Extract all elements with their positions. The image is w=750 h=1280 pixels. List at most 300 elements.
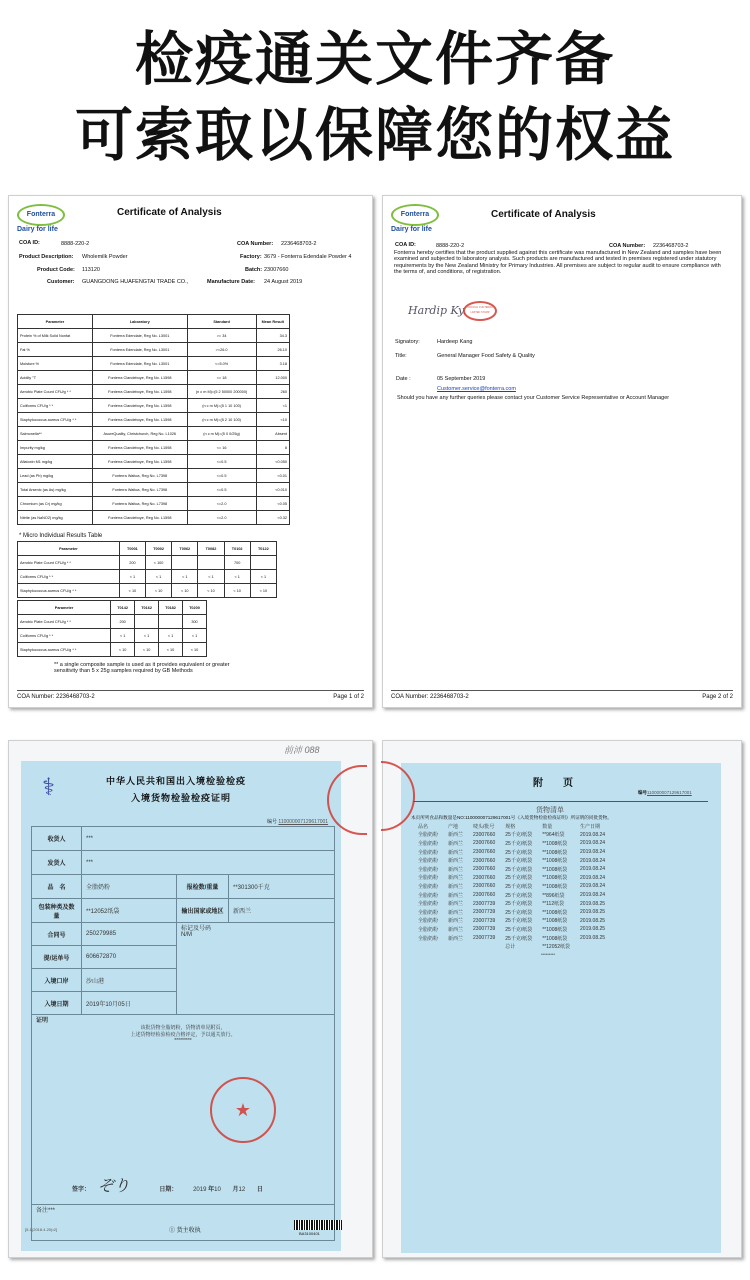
divider <box>413 801 708 802</box>
table-cell: Lead (as Pb) mg/kg <box>18 469 93 483</box>
batch: 23007660 <box>264 267 289 273</box>
table-cell: 全脂奶粉 <box>418 901 439 908</box>
column-header: Parameter <box>18 542 120 556</box>
table-cell: 全脂奶粉 <box>418 866 439 873</box>
table-cell: < 10 <box>135 643 159 657</box>
table-cell: 2019.08.25 <box>580 926 606 933</box>
coa-number-label: COA Number: <box>609 243 646 249</box>
list-title: 货物清单 <box>536 807 564 814</box>
table-cell: 2019.08.24 <box>580 849 606 856</box>
table-cell: Fonterra Clandeboye, Reg No. L1598 <box>92 441 187 455</box>
product-code: 113120 <box>82 267 100 273</box>
table-cell: 新西兰 <box>448 918 464 925</box>
entry-date-label: 入境日期 <box>32 992 82 1015</box>
table-cell: < 10 <box>224 584 250 598</box>
table-cell: Nitrite (as NaNO2) mg/kg <box>18 511 93 525</box>
port: 沙山港 <box>82 969 177 992</box>
job-title: General Manager Food Safety & Quality <box>437 353 535 359</box>
table-cell: <=0.5 <box>187 483 256 497</box>
table-cell <box>443 942 468 951</box>
table-row <box>413 925 610 934</box>
table-row <box>18 399 290 413</box>
table-cell: <=5.0% <box>187 357 256 371</box>
table-cell: 新西兰 <box>448 875 464 882</box>
serial-number: 110000007129617001 <box>278 819 329 825</box>
table-cell: 全脂奶粉 <box>418 926 439 933</box>
table-cell: <0.32 <box>256 511 289 525</box>
footer-page: Page 2 of 2 <box>702 694 733 700</box>
copy-label: ① 货主收执 <box>169 1228 201 1234</box>
table-row <box>18 455 290 469</box>
year: 2019 <box>193 1187 207 1193</box>
signatory-label: Signatory: <box>395 339 420 345</box>
table-cell: 2019.08.24 <box>580 831 606 838</box>
package-label: 包装种类及数量 <box>32 899 82 923</box>
table-cell: < 1 <box>146 570 172 584</box>
table-cell: Absent <box>256 427 289 441</box>
official-stamp: OFFICIAL FONTERRA LIMITED STAMP <box>463 301 497 321</box>
table-row <box>18 343 290 357</box>
table-cell: <= 18 <box>187 371 256 385</box>
column-header: T0142 <box>111 601 135 615</box>
table-cell: 23007739 <box>473 917 496 924</box>
column-header: 数量 <box>542 823 553 830</box>
table-cell: Fonterra Clandeboye, Reg No. L1598 <box>92 413 187 427</box>
table-cell: 新西兰 <box>448 926 464 933</box>
footer-coa: COA Number: 2236468703-2 <box>17 694 95 700</box>
table-cell: < 1 <box>135 629 159 643</box>
column-header: Mean Result <box>256 315 289 329</box>
day: 12 <box>238 1187 246 1193</box>
table-cell: **1008纸袋 <box>542 849 568 856</box>
table-cell: Fat % <box>18 343 93 357</box>
column-header: T0002 <box>146 542 172 556</box>
coa-id-label: COA ID: <box>19 240 40 246</box>
table-cell: <0.050 <box>256 455 289 469</box>
table-row <box>413 917 610 926</box>
factory: 3679 - Fonterra Edendale Powder 4 <box>264 254 352 260</box>
coa-page-1 <box>8 195 373 708</box>
table-cell: 全脂奶粉 <box>418 858 439 865</box>
table-cell: 25千克/纸袋 <box>505 875 533 882</box>
customer-label: Customer: <box>47 279 75 285</box>
consignee: *** <box>82 827 335 851</box>
table-cell <box>198 556 224 570</box>
factory-label: Factory: <box>240 254 262 260</box>
table-cell: 25千克/纸袋 <box>505 926 533 933</box>
column-header: 品名 <box>418 823 429 830</box>
table-cell: AsureQuality, Christchurch, Reg No. L1026 <box>92 427 187 441</box>
coa-id-label: COA ID: <box>395 242 416 248</box>
table-cell: < 1 <box>250 570 276 584</box>
table-cell: <0.01 <box>256 469 289 483</box>
table-cell <box>135 615 159 629</box>
table-cell: 23007660 <box>473 874 496 881</box>
barcode <box>294 1220 342 1230</box>
table-cell: 2019.08.24 <box>580 840 606 847</box>
customer: GUANGDONG HUAFENGTAI TRADE CO., <box>82 279 189 285</box>
table-cell: Coliforms CFU/g * * <box>18 399 93 413</box>
sign-label: 签字： <box>72 1187 91 1193</box>
table-cell: 新西兰 <box>448 909 464 916</box>
table-cell: 新西兰 <box>448 892 464 899</box>
table-row <box>413 831 610 840</box>
table-cell: <0.010 <box>256 483 289 497</box>
table-cell: <1 <box>256 399 289 413</box>
table-cell: Fonterra Waitoa, Reg No. L7398 <box>92 469 187 483</box>
form-code: [5-1(2018.4.20)•2] <box>25 1227 58 1232</box>
signatory: Hardeep Kang <box>437 339 473 345</box>
table-cell: 23007660 <box>473 857 496 864</box>
table-cell: Salmonella** <box>18 427 93 441</box>
table-cell: 新西兰 <box>448 858 464 865</box>
table-row <box>413 891 610 900</box>
table-cell: < 10 <box>172 584 198 598</box>
serial-number: 110000007129617001 <box>647 790 692 795</box>
column-header: T0200 <box>183 601 207 615</box>
customer-service-email-link[interactable]: Customer.service@fonterra.com <box>437 386 516 392</box>
tagline: Dairy for life <box>17 226 58 233</box>
certificate-table <box>31 826 335 1241</box>
table-cell: 2019.08.24 <box>580 892 606 899</box>
table-cell: (n c m M)=(5 1 10 100) <box>187 399 256 413</box>
table-cell: <= 16 <box>187 441 256 455</box>
column-header: 规格 <box>505 823 516 830</box>
table-row <box>18 497 290 511</box>
table-cell: 23007660 <box>473 831 496 838</box>
table-cell: < 10 <box>183 643 207 657</box>
table-row <box>413 934 610 943</box>
table-cell: < 1 <box>111 629 135 643</box>
table-cell: Fonterra Edendale, Reg No. L3001 <box>92 357 187 371</box>
handwritten-note: 前沛 088 <box>284 745 320 755</box>
table-cell: 新西兰 <box>448 849 464 856</box>
contact-note: Should you have any further queries please contact your Customer Service Representative or Account Manager <box>397 395 670 401</box>
table-cell: 23007660 <box>473 892 496 899</box>
table-row <box>18 615 207 629</box>
table-cell: 23007660 <box>473 883 496 890</box>
table-cell: Staphylococcus aureus CFU/g * * <box>18 413 93 427</box>
table-cell: 2019.08.24 <box>580 857 606 864</box>
product-label: 品 名 <box>32 875 82 899</box>
contract: 250279985 <box>82 923 177 946</box>
table-cell: 2019.08.25 <box>580 917 606 924</box>
coa-page-2 <box>382 195 742 708</box>
quantity: **301300千克 <box>229 875 335 899</box>
table-cell: 全脂奶粉 <box>418 909 439 916</box>
day-unit: 日 <box>256 1187 263 1193</box>
table-cell: 260 <box>256 385 289 399</box>
micro-table-2 <box>17 600 207 657</box>
table-cell: 300 <box>183 615 207 629</box>
table-row <box>18 511 290 525</box>
micro-title: * Micro Individual Results Table <box>19 533 103 539</box>
month-unit: 月 <box>232 1187 239 1193</box>
serial-label: 编号 <box>267 819 278 825</box>
table-cell: 新西兰 <box>448 866 464 873</box>
table-cell: 新西兰 <box>448 883 464 890</box>
table-cell: **1008纸袋 <box>542 909 568 916</box>
table-cell: < 1 <box>224 570 250 584</box>
table-cell: 2019.08.25 <box>580 909 606 916</box>
consignor-label: 发货人 <box>32 851 82 875</box>
table-cell: 26.10 <box>256 343 289 357</box>
table-row <box>413 908 610 917</box>
table-cell: Protein % of Milk Solid Nonfat <box>18 329 93 343</box>
table-cell: 2019.08.24 <box>580 874 606 881</box>
table-cell: **1008纸袋 <box>542 840 568 847</box>
table-cell: 25千克/纸袋 <box>505 866 533 873</box>
quantity-label: 报检数/重量 <box>177 875 229 899</box>
title-label: Title: <box>395 353 407 359</box>
table-cell: 3.18 <box>256 357 289 371</box>
table-cell: < 1 <box>183 629 207 643</box>
micro-table-1 <box>17 541 277 598</box>
table-row <box>413 848 610 857</box>
table-cell: 23007660 <box>473 866 496 873</box>
table-row <box>18 427 290 441</box>
table-cell: 23007739 <box>473 909 496 916</box>
stars: ********* <box>541 952 556 957</box>
table-cell <box>468 942 500 951</box>
table-cell: 23007739 <box>473 926 496 933</box>
table-cell: **1008纸袋 <box>542 875 568 882</box>
list-intro: 本页所列食品和数量是NO:110000007129617001号《入境货物检验检疫证明》所证明的同批货物。 <box>411 815 612 820</box>
table-cell <box>159 615 183 629</box>
table-cell: 全脂奶粉 <box>418 875 439 882</box>
fonterra-logo: Fonterra <box>391 204 439 226</box>
table-cell: < 1 <box>198 570 224 584</box>
certification-text-2: 上述货物经检验检疫合格评定，予以通关放行。 <box>130 1032 236 1038</box>
table-cell: < 10 <box>198 584 224 598</box>
table-cell: 23007739 <box>473 900 496 907</box>
remarks: *** <box>48 1208 56 1214</box>
table-cell: 2019.08.24 <box>580 866 606 873</box>
table-cell <box>172 556 198 570</box>
table-row <box>18 469 290 483</box>
coa-id: 8888-220-2 <box>61 241 90 247</box>
column-header: Parameter <box>18 315 93 329</box>
mfg-date: 24 August 2019 <box>264 279 303 285</box>
table-cell: 25千克/纸袋 <box>505 901 533 908</box>
table-cell: **112纸袋 <box>542 901 565 908</box>
table-row <box>18 413 290 427</box>
table-cell: 25千克/纸袋 <box>505 840 533 847</box>
table-cell <box>413 942 443 951</box>
table-cell: <=0.5 <box>187 469 256 483</box>
month: 10 <box>214 1187 221 1193</box>
table-row <box>413 882 610 891</box>
table-cell <box>250 556 276 570</box>
consignor: *** <box>82 851 335 875</box>
table-row <box>413 856 610 865</box>
date-label: 日期： <box>159 1187 178 1193</box>
column-header: T0001 <box>119 542 145 556</box>
table-cell: 全脂奶粉 <box>418 892 439 899</box>
table-cell: Coliforms CFU/g * * <box>18 570 120 584</box>
issuing-authority: 中华人民共和国出入境检验检疫 <box>106 776 247 786</box>
marks-label: 标记及号码 <box>181 926 212 932</box>
table-cell: 2019.08.25 <box>580 900 606 907</box>
table-cell: Fonterra Edendale, Reg No. L3001 <box>92 343 187 357</box>
package: **12052纸袋 <box>82 899 177 923</box>
table-cell: 200 <box>111 615 135 629</box>
table-cell: Fonterra Waitoa, Reg No. L7398 <box>92 497 187 511</box>
table-row <box>18 570 277 584</box>
table-cell: 25千克/纸袋 <box>505 918 533 925</box>
batch-label: Batch: <box>245 267 263 273</box>
table-cell: <=0.5 <box>187 455 256 469</box>
table-cell: 全脂奶粉 <box>418 883 439 890</box>
table-row <box>413 899 610 908</box>
table-cell: Coliforms CFU/g * * <box>18 629 111 643</box>
footer-coa: COA Number: 2236468703-2 <box>391 694 469 700</box>
table-row <box>18 357 290 371</box>
coa-number: 2236468703-2 <box>281 241 317 247</box>
table-cell: Moisture % <box>18 357 93 371</box>
headline-line-1: 检疫通关文件齐备 <box>134 25 615 93</box>
table-cell: <10 <box>256 413 289 427</box>
results-table <box>17 314 290 525</box>
bill-label: 提/运单号 <box>32 946 82 969</box>
column-header: Laboratory <box>92 315 187 329</box>
tagline: Dairy for life <box>391 226 432 233</box>
table-cell: Chromium (as Cr) mg/kg <box>18 497 93 511</box>
date: 05 September 2019 <box>437 376 486 382</box>
table-cell: 700 <box>224 556 250 570</box>
table-cell: < 1 <box>159 629 183 643</box>
contract-label: 合同号 <box>32 923 82 946</box>
table-cell: Fonterra Clandeboye, Reg No. L1598 <box>92 371 187 385</box>
table-cell: Staphylococcus aureus CFU/g * * <box>18 584 120 598</box>
table-cell: 8 <box>256 441 289 455</box>
table-cell: 23007739 <box>473 935 496 942</box>
barcode-number: BA3100401 <box>299 1231 320 1236</box>
table-cell: **964纸袋 <box>542 832 565 839</box>
entry-date: 2019年10月05日 <box>82 992 177 1015</box>
table-cell: **1008纸袋 <box>542 935 568 942</box>
table-cell: < 10 <box>119 584 145 598</box>
table-cell: Acidity °T <box>18 371 93 385</box>
year-unit: 年 <box>208 1187 215 1193</box>
table-cell: **1008纸袋 <box>542 866 568 873</box>
product-desc-label: Product Description: <box>19 254 74 260</box>
table-cell: Impurity mg/kg <box>18 441 93 455</box>
cn-inspection-certificate <box>8 740 373 1258</box>
coa-number: 2236468703-2 <box>653 243 689 249</box>
column-header: T0182 <box>159 601 183 615</box>
table-row <box>18 441 290 455</box>
table-cell: **1008纸袋 <box>542 926 568 933</box>
table-cell: < 1 <box>172 570 198 584</box>
table-cell: Fonterra Clandeboye, Reg No. L1598 <box>92 455 187 469</box>
coa-number-label: COA Number: <box>237 241 274 247</box>
header-row <box>18 601 207 615</box>
table-cell: 全脂奶粉 <box>418 832 439 839</box>
appendix-title: 附 页 <box>533 778 573 789</box>
table-cell: Fonterra Edendale, Reg No. L3001 <box>92 329 187 343</box>
table-cell: 25千克/纸袋 <box>505 849 533 856</box>
note: ** a single composite sample is used as it provides equivalent or greater sensitivity than 5 x 25g samples required by GB Methods <box>54 662 230 674</box>
table-row <box>18 643 207 657</box>
table-cell: < 10 <box>146 584 172 598</box>
table-row <box>413 874 610 883</box>
table-cell: Fonterra Waitoa, Reg No. L7398 <box>92 483 187 497</box>
column-header: T0102 <box>224 542 250 556</box>
table-cell: 25千克/纸袋 <box>505 858 533 865</box>
table-cell: (n c m M)=(5 2 10 100) <box>187 413 256 427</box>
table-row <box>18 584 277 598</box>
certification-statement: Fonterra hereby certifies that the product supplied against this certificate was manufactured in New Zealand and samples have been examined and subjected to laboratory analysis. Such products are manufactured and tested in premises registered under statutory requirements by the New Zealand Ministry for Primary Industries. All premises are subject to regular audit to ensure compliance with the terms of, and conditions, of registration. <box>394 250 722 275</box>
table-cell: 25千克/纸袋 <box>505 892 533 899</box>
total-row <box>413 942 610 951</box>
marks: N/M <box>181 932 192 938</box>
column-header: 唛头/批号 <box>473 823 495 830</box>
column-header: Standard <box>187 315 256 329</box>
table-cell: 新西兰 <box>448 935 464 942</box>
signature: Hardip Ky. <box>408 304 467 317</box>
header-row <box>18 542 277 556</box>
table-cell: Fonterra Clandeboye, Reg No. L1598 <box>92 511 187 525</box>
table-cell: Fonterra Clandeboye, Reg No. L1598 <box>92 385 187 399</box>
table-cell: < 100 <box>146 556 172 570</box>
table-cell: 25千克/纸袋 <box>505 909 533 916</box>
product: 全脂奶粉 <box>82 875 177 899</box>
table-cell: (n c m M)=(5 2 50000 200000) <box>187 385 256 399</box>
table-cell: Staphylococcus aureus CFU/g * * <box>18 643 111 657</box>
table-cell: 全脂奶粉 <box>418 849 439 856</box>
product-desc: Wholemilk Powder <box>82 254 128 260</box>
official-seal: ★ <box>210 1077 276 1143</box>
table-cell: **896纸袋 <box>542 892 565 899</box>
table-cell: 全脂奶粉 <box>418 935 439 942</box>
table-cell: < 10 <box>250 584 276 598</box>
header-row <box>413 822 610 831</box>
serial-label: 编号 <box>638 790 647 795</box>
table-cell: 新西兰 <box>448 840 464 847</box>
table-cell: Aerobic Plate Count CFU/g * * <box>18 615 111 629</box>
certificate-title: 入境货物检验检疫证明 <box>131 793 232 803</box>
column-header: T0162 <box>135 601 159 615</box>
column-header: T0122 <box>250 542 276 556</box>
consignee-label: 收货人 <box>32 827 82 851</box>
table-cell: 新西兰 <box>448 832 464 839</box>
table-cell: 200 <box>119 556 145 570</box>
table-cell: >= 34 <box>187 329 256 343</box>
port-label: 入境口岸 <box>32 969 82 992</box>
ciq-emblem-icon: ⚕ <box>42 774 55 801</box>
table-row <box>18 371 290 385</box>
coa-id: 8888-220-2 <box>436 243 465 249</box>
table-cell: < 10 <box>159 643 183 657</box>
fonterra-logo: Fonterra <box>17 204 65 226</box>
table-cell: Aflatoxin M1 mg/kg <box>18 455 93 469</box>
table-row <box>18 385 290 399</box>
stars: ********* <box>174 1038 192 1044</box>
total-label: 总计 <box>505 944 516 951</box>
table-cell: 23007660 <box>473 840 496 847</box>
table-cell: <=2.0 <box>187 497 256 511</box>
column-header: T0062 <box>172 542 198 556</box>
product-code-label: Product Code: <box>37 267 75 273</box>
table-row <box>18 329 290 343</box>
table-cell: <0.05 <box>256 497 289 511</box>
table-cell: 25千克/纸袋 <box>505 935 533 942</box>
certification-text-1: 该批货物全脂奶粉，货物清单见附页， <box>140 1025 226 1031</box>
certificate-title: Certificate of Analysis <box>117 207 222 218</box>
table-cell: 34.3 <box>256 329 289 343</box>
table-row <box>18 629 207 643</box>
